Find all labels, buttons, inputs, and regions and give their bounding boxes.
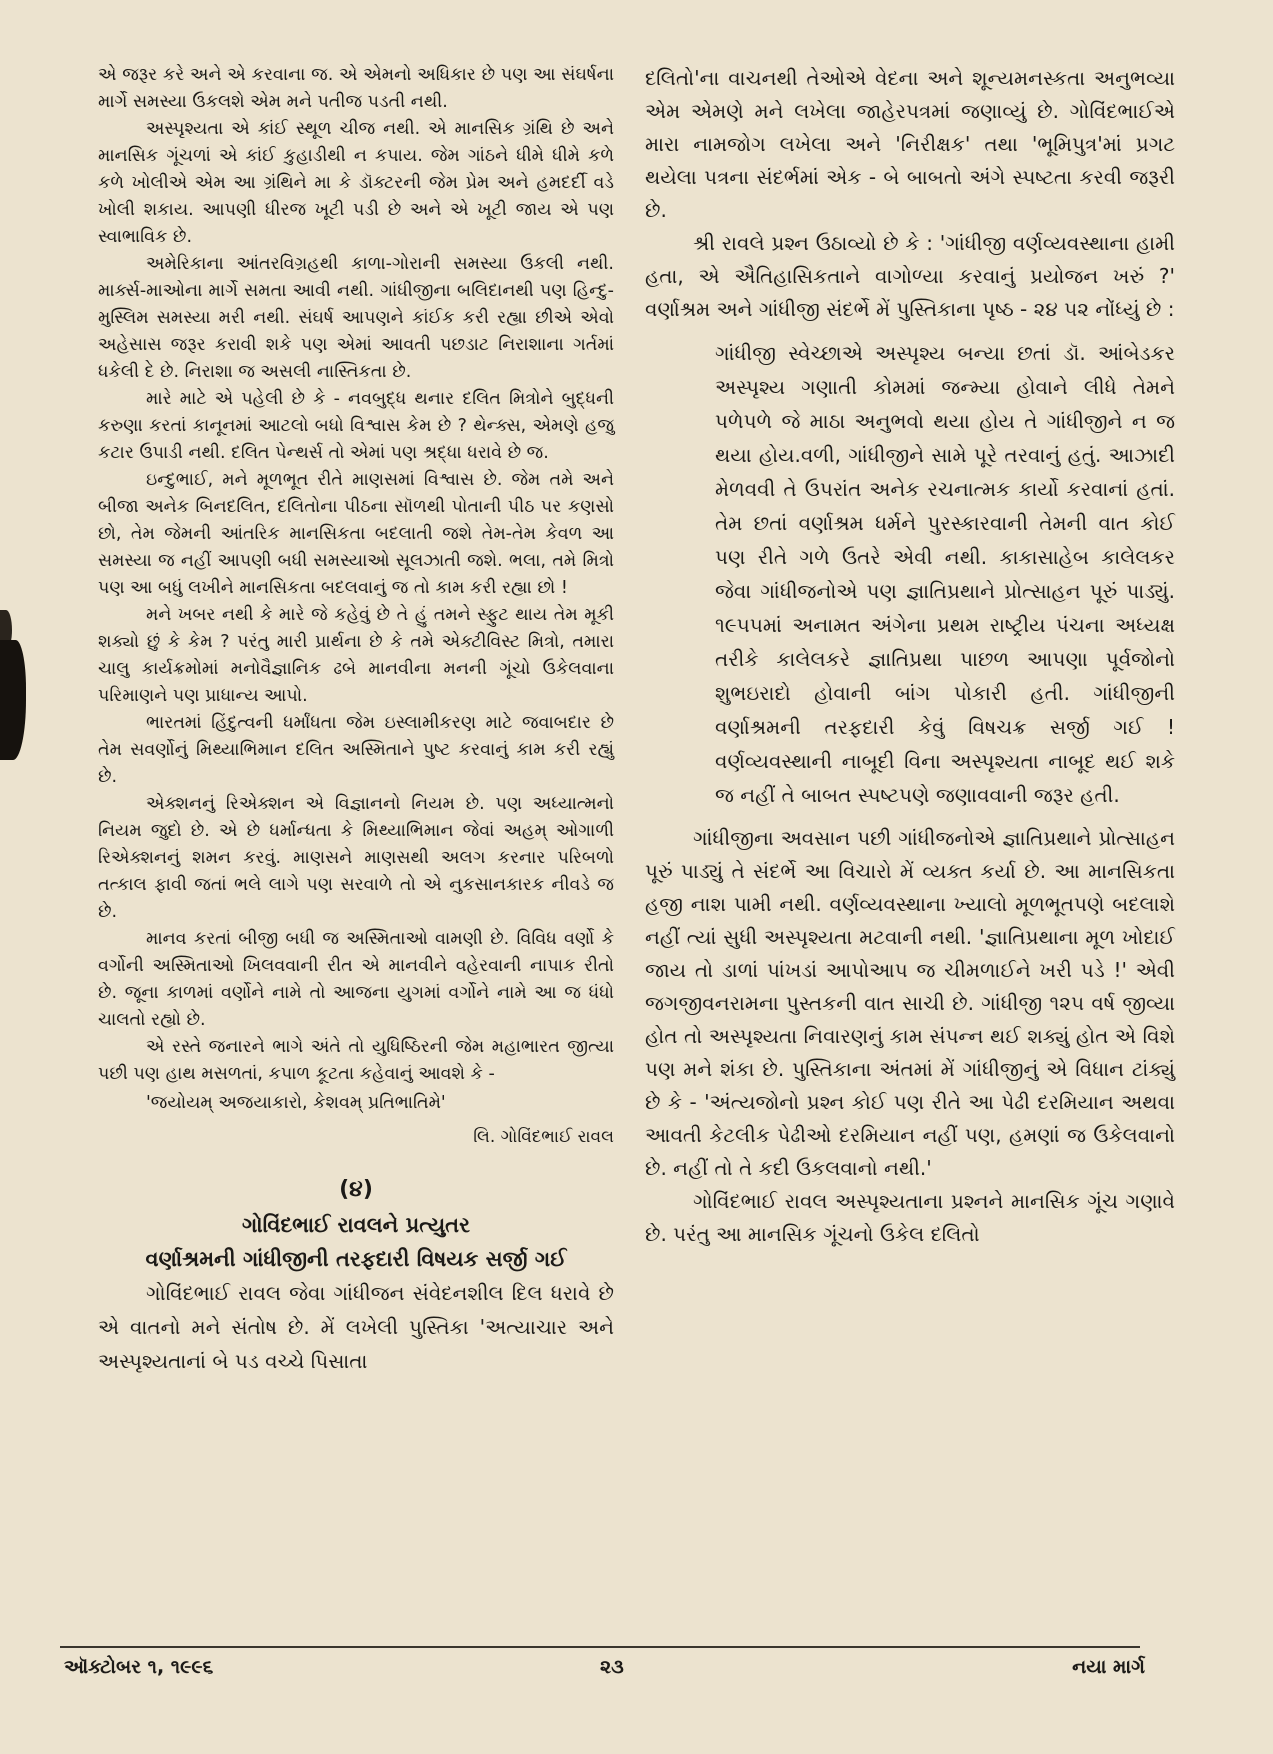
sanskrit-quote: 'જયોયમ્ અજયાકારો, કેશવમ્ પ્રતિભાતિમે' bbox=[146, 1093, 446, 1113]
left-paragraph-10: એ રસ્તે જનારને ભાગે અંતે તો યુધિષ્ઠિરની જેમ મહાભારત જીત્યા પછી પણ હાથ મસળતાં, કપાળ કૂટતા કહેવાનું આવશે કે - bbox=[98, 1037, 614, 1084]
booklet-quote-block: ગાંધીજી સ્વેચ્છાએ અસ્પૃશ્ય બન્યા છતાં ડૉ. આંબેડકર અસ્પૃશ્ય ગણાતી કોમમાં જન્મ્યા હોવાને લીધે તેમને પળેપળે જે માઠા અનુભવો થયા હોય તે ગાંધીજીને ન જ થયા હોય.વળી, ગાંધીજીને સામે પૂરે તરવાનું હતું. આઝાદી મેળવવી તે ઉપરાંત અનેક રચનાત્મક કાર્યો કરવાનાં હતાં. તેમ છતાં વર્ણાશ્રમ ધર્મને પુરસ્કારવાની તેમની વાત કોઈ પણ રીતે ગળે ઉતરે એવી નથી. કાકાસાહેબ કાલેલકર જેવા ગાંધીજનોએ પણ જ્ઞાતિપ્રથાને પ્રોત્સાહન પૂરું પાડ્યું. ૧૯૫૫માં અનામત અંગેના પ્રથમ રાષ્ટ્રીય પંચના અધ્યક્ષ તરીકે કાલેલકરે જ્ઞાતિપ્રથા પાછળ આપણા પૂર્વજોનો શુભઇરાદો હોવાની બાંગ પોકારી હતી. ગાંધીજીની વર્ણાશ્રમની તરફદારી કેવું વિષચક્ર સર્જી ગઈ ! વર્ણવ્યવસ્થાની નાબૂદી વિના અસ્પૃશ્યતા નાબૂદ થઈ શકે જ નહીં તે બાબત સ્પષ્ટપણે જણાવવાની જરૂર હતી. bbox=[715, 341, 1175, 807]
reply-opening-paragraph: ગોવિંદભાઈ રાવલ જેવા ગાંધીજન સંવેદનશીલ દિલ ધરાવે છે એ વાતનો મને સંતોષ છે. મેં લખેલી પુસ્તિકા 'અત્યાચાર અને અસ્પૃશ્યતાનાં બે પડ વચ્ચે પિસાતા bbox=[98, 1281, 614, 1373]
footer-date: ઑક્ટોબર ૧, ૧૯૯૬ bbox=[64, 1656, 214, 1678]
footer-page-number: ૨૩ bbox=[600, 1656, 624, 1678]
left-paragraph-8: એક્શનનું રિએક્શન એ વિજ્ઞાનનો નિયમ છે. પણ અધ્યાત્મનો નિયમ જુદો છે. એ છે ધર્માન્ધતા કે મિથ્યાભિમાન જેવાં અહમ્ ઓગાળી રિએક્શનનું શમન કરવું. માણસને માણસથી અલગ કરનાર પરિબળો તત્કાલ ફાવી જતાં ભલે લાગે પણ સરવાળે તો એ નુકસાનકારક નીવડે જ છે. bbox=[98, 794, 614, 922]
left-paragraph-9: માનવ કરતાં બીજી બધી જ અસ્મિતાઓ વામણી છે. વિવિધ વર્ણો કે વર્ગોની અસ્મિતાઓ ખિલવવાની રીત એ માનવીને વહેરવાની નાપાક રીતો છે. જૂના કાળમાં વર્ણોને નામે તો આજના યુગમાં વર્ગોને નામે આ જ ધંધો ચાલતો રહ્યો છે. bbox=[98, 929, 614, 1030]
section-title-line-1: ગોવિંદભાઈ રાવલને પ્રત્યુતર bbox=[242, 1213, 470, 1237]
left-paragraph-4: મારે માટે એ પહેલી છે કે - નવબુદ્ધ થનાર દલિત મિત્રોને બુદ્ધની કરુણા કરતાં કાનૂનમાં આટલો બધો વિશ્વાસ કેમ છે ? થેન્ક્સ, એમણે હજુ કટાર ઉપાડી નથી. દલિત પેન્થર્સ તો એમાં પણ શ્રદ્ધા ધરાવે છે જ. bbox=[98, 389, 614, 463]
left-paragraph-6: મને ખબર નથી કે મારે જે કહેવું છે તે હું તમને સ્ફુટ થાય તેમ મૂકી શક્યો છું કે કેમ ? પરંતુ મારી પ્રાર્થના છે કે તમે એક્ટીવિસ્ટ મિત્રો, તમારા ચાલુ કાર્યક્રમોમાં મનોવૈજ્ઞાનિક ઢબે માનવીના મનની ગૂંચો ઉકેલવાના પરિમાણને પણ પ્રાધાન્ય આપો. bbox=[98, 605, 614, 706]
footer-divider bbox=[60, 1646, 1140, 1648]
letter-signature: લિ. ગોવિંદભાઈ રાવલ bbox=[473, 1127, 614, 1147]
right-paragraph-1: દલિતો'ના વાચનથી તેઓએ વેદના અને શૂન્યમનસ્કતા અનુભવ્યા એમ એમણે મને લખેલા જાહેરપત્રમાં જણાવ્યું છે. ગોવિંદભાઈએ મારા નામજોગ લખેલા અને 'નિરીક્ષક' તથા 'ભૂમિપુત્ર'માં પ્રગટ થયેલા પત્રના સંદર્ભમાં એક - બે બાબતો અંગે સ્પષ્ટતા કરવી જરૂરી છે. bbox=[645, 66, 1175, 222]
left-paragraph-5: ઇન્દુભાઈ, મને મૂળભૂત રીતે માણસમાં વિશ્વાસ છે. જેમ તમે અને બીજા અનેક બિનદલિત, દલિતોના પીઠના સૉળથી પોતાની પીઠ પર કણસો છો, તેમ જેમની આંતરિક માનસિકતા બદલાતી જશે તેમ-તેમ કેવળ આ સમસ્યા જ નહીં આપણી બધી સમસ્યાઓ સૂલઝાતી જશે. ભલા, તમે મિત્રો પણ આ બધું લખીને માનસિકતા બદલવાનું જ તો કામ કરી રહ્યા છો ! bbox=[98, 470, 614, 598]
page-damage-mark bbox=[0, 640, 26, 760]
right-paragraph-3: ગાંધીજીના અવસાન પછી ગાંધીજનોએ જ્ઞાતિપ્રથાને પ્રોત્સાહન પૂરું પાડ્યું તે સંદર્ભે આ વિચારો મેં વ્યક્ત કર્યા છે. આ માનસિકતા હજી નાશ પામી નથી. વર્ણવ્યવસ્થાના ખ્યાલો મૂળભૂતપણે બદલાશે નહીં ત્યાં સુધી અસ્પૃશ્યતા મટવાની નથી. 'જ્ઞાતિપ્રથાના મૂળ ખોદાઈ જાય તો ડાળાં પાંખડાં આપોઆપ જ ચીમળાઈને ખરી પડે !' એવી જગજીવનરામના પુસ્તકની વાત સાચી છે. ગાંધીજી ૧૨૫ વર્ષ જીવ્યા હોત તો અસ્પૃશ્યતા નિવારણનું કામ સંપન્ન થઈ શક્યું હોત એ વિશે પણ મને શંકા છે. પુસ્તિકાના અંતમાં મેં ગાંધીજીનું એ વિધાન ટાંક્યું છે કે - 'અંત્યજોનો પ્રશ્ન કોઈ પણ રીતે આ પેઢી દરમિયાન અથવા આવતી કેટલીક પેઢીઓ દરમિયાન નહીં પણ, હમણાં જ ઉકેલવાનો છે. નહીં તો તે કદી ઉકલવાનો નથી.' bbox=[645, 826, 1175, 1180]
section-title-line-2: વર્ણાશ્રમની ગાંધીજીની તરફદારી વિષયક સર્જી ગઈ bbox=[145, 1247, 567, 1271]
left-paragraph-7: ભારતમાં હિંદુત્વની ધર્માંધતા જેમ ઇસ્લામીકરણ માટે જવાબદાર છે તેમ સવર્ણોનું મિથ્યાભિમાન દલિત અસ્મિતાને પુષ્ટ કરવાનું કામ કરી રહ્યું છે. bbox=[98, 713, 614, 787]
left-paragraph-3: અમેરિકાના આંતરવિગ્રહથી કાળા-ગોરાની સમસ્યા ઉકલી નથી. માર્ક્સ-માઓના માર્ગે સમતા આવી નથી. ગાંધીજીના બલિદાનથી પણ હિન્દુ-મુસ્લિમ સમસ્યા મરી નથી. સંઘર્ષ આપણને કાંઈક કરી રહ્યા છીએ એવો અહેસાસ જરૂર કરાવી શકે પણ એમાં આવતી પછડાટ નિરાશાના ગર્તમાં ધકેલી દે છે. નિરાશા જ અસલી નાસ્તિકતા છે. bbox=[98, 254, 614, 382]
right-paragraph-4: ગોવિંદભાઈ રાવલ અસ્પૃશ્યતાના પ્રશ્નને માનસિક ગૂંચ ગણાવે છે. પરંતુ આ માનસિક ગૂંચનો ઉકેલ દલિતો bbox=[645, 1189, 1175, 1246]
left-paragraph-1: એ જરૂર કરે અને એ કરવાના જ. એ એમનો અધિકાર છે પણ આ સંઘર્ષના માર્ગે સમસ્યા ઉકલશે એમ મને પતીજ પડતી નથી. bbox=[98, 65, 614, 112]
left-paragraph-2: અસ્પૃશ્યતા એ કાંઈ સ્થૂળ ચીજ નથી. એ માનસિક ગ્રંથિ છે અને માનસિક ગૂંચળાં એ કાંઈ કુહાડીથી ન કપાય. જેમ ગાંઠને ધીમે ધીમે કળે કળે ખોલીએ એમ આ ગ્રંથિને મા કે ડૉક્ટરની જેમ પ્રેમ અને હમદર્દી વડે ખોલી શકાય. આપણી ધીરજ ખૂટી પડી છે અને એ ખૂટી જાય એ પણ સ્વાભાવિક છે. bbox=[98, 119, 614, 247]
section-number: (૪) bbox=[339, 1177, 373, 1202]
footer-publication-name: નયા માર્ગ bbox=[1072, 1656, 1145, 1678]
left-column bbox=[98, 62, 614, 1378]
right-column bbox=[645, 62, 1175, 1251]
right-paragraph-2: શ્રી રાવલે પ્રશ્ન ઉઠાવ્યો છે કે : 'ગાંધીજી વર્ણવ્યવસ્થાના હામી હતા, એ ઐતિહાસિકતાને વાગોળ્યા કરવાનું પ્રયોજન ખરું ?' વર્ણાશ્રમ અને ગાંધીજી સંદર્ભે મેં પુસ્તિકાના પૃષ્ઠ - ૨૪ ૫૨ નોંધ્યું છે : bbox=[645, 231, 1175, 321]
